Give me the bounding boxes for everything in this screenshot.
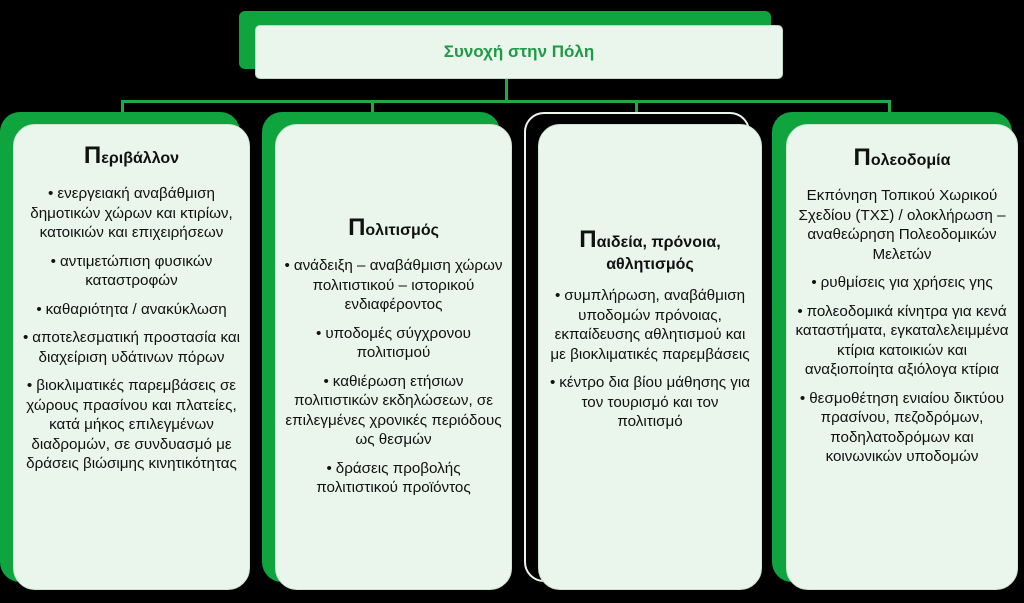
list-item: • καθιέρωση ετήσιων πολιτιστικών εκδηλώσεων, σε επιλεγμένες χρονικές περιόδους ως θεσμών bbox=[285, 372, 502, 448]
connector-horizontal bbox=[121, 100, 891, 103]
card-title: Πολεοδομία bbox=[853, 144, 951, 171]
list-item: • καθαριότητα / ανακύκλωση bbox=[36, 300, 227, 318]
list-item: • αντιμετώπιση φυσικών καταστροφών bbox=[50, 252, 213, 289]
list-item: • θεσμοθέτηση ενιαίου δικτύου πρασίνου, πεζοδρόμων, ποδηλατοδρόμων και κοινωνικών υποδομών bbox=[799, 389, 1005, 465]
root-node bbox=[255, 25, 783, 79]
list-item: • δράσεις προβολής πολιτιστικού προϊόντος bbox=[316, 459, 471, 496]
list-item: • ενεργειακή αναβάθμιση δημοτικών χώρων και κτιρίων, κατοικιών και επιχειρήσεων bbox=[30, 185, 233, 241]
list-item: • υποδομές σύγχρονου πολιτισμού bbox=[316, 324, 471, 361]
card-urban-planning bbox=[786, 124, 1018, 590]
card-title: Περιβάλλον bbox=[83, 142, 180, 169]
list-item: • αποτελεσματική προστασία και διαχείριση υδάτινων πόρων bbox=[22, 329, 241, 366]
card-title: Παιδεία, πρόνοια, αθλητισμός bbox=[579, 226, 721, 273]
list-item: • συμπλήρωση, αναβάθμιση υποδομών πρόνοιας, εκπαίδευσης αθλητισμού και με βιοκλιματικές παρεμβάσεις bbox=[550, 287, 750, 363]
card-education bbox=[538, 124, 762, 590]
connector-root-vertical bbox=[505, 77, 508, 102]
list-item: • πολεοδομικά κίνητρα για κενά καταστήματα, εγκαταλελειμμένα κτίρια κατοικιών και αναξιοποίητα αξιόλογα κτίρια bbox=[795, 302, 1009, 378]
card-title: Πολιτισμός bbox=[348, 214, 439, 241]
list-item: • κέντρο δια βίου μάθησης για τον τουρισμό και τον πολιτισμό bbox=[549, 374, 751, 430]
list-item: • βιοκλιματικές παρεμβάσεις σε χώρους πρασίνου και πλατείες, κατά μήκος επιλεγμένων διαδρομών, σε συνδυασμό με δράσεις βιώσιμης κινητικότητας bbox=[26, 377, 237, 472]
card-culture bbox=[275, 124, 512, 590]
card-environment bbox=[13, 124, 250, 590]
list-item: • ανάδειξη – αναβάθμιση χώρων πολιτιστικού – ιστορικού ενδιαφέροντος bbox=[284, 257, 503, 313]
root-title: Συνοχή στην Πόλη bbox=[443, 42, 595, 61]
list-item: • ρυθμίσεις για χρήσεις γης bbox=[811, 274, 993, 291]
card-intro: Εκπόνηση Τοπικού Χωρικού Σχεδίου (ΤΧΣ) / ολοκλήρωση – αναθεώρηση Πολεοδομικών Μελετών bbox=[798, 187, 1006, 263]
